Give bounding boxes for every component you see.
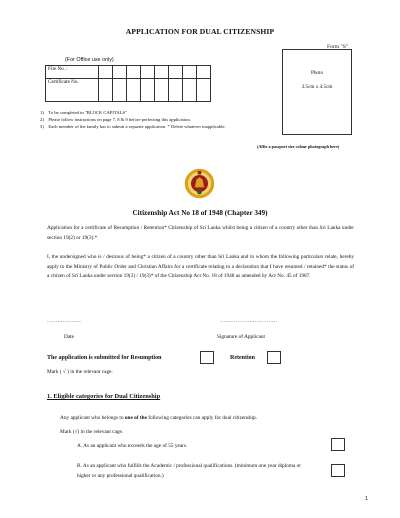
file-no-cell[interactable] <box>169 66 183 79</box>
date-line: ……………….. <box>47 318 81 324</box>
list-item: 2) Please follow instructions on page 7, 8 & 9 before perfecting this application. <box>40 117 191 122</box>
resumption-label: The application is submitted for Resumption <box>47 355 162 361</box>
photo-size: 3.5cm x 4.5cm <box>301 84 333 90</box>
list-item: 1) To be completed in "BLOCK CAPITALS" <box>40 110 127 115</box>
option-b-label: B. As an applicant who fulfills the Academic / professional qualifications. (minimum one year diploma or higher or any professional qualification.) <box>77 463 302 479</box>
certificate-no-cell[interactable] <box>183 79 197 102</box>
file-no-cell[interactable] <box>197 66 211 79</box>
any-applicant-before: Any applicant who belongs to <box>60 415 125 421</box>
file-no-cell[interactable] <box>183 66 197 79</box>
certificate-no-cell[interactable] <box>127 79 141 102</box>
certificate-no-cell[interactable] <box>141 79 155 102</box>
option-b-checkbox[interactable] <box>331 464 345 477</box>
certificate-no-cell[interactable] <box>155 79 169 102</box>
table-row <box>46 66 211 79</box>
act-heading: Citizenship Act No 18 of 1948 (Chapter 349) <box>132 209 268 217</box>
file-no-cell[interactable] <box>113 66 127 79</box>
paragraph-declaration: I, the undersigned who is / desirous of being* a citizen of a country other than Sri Lanka and to whom the following particulars relate, hereby apply to the Ministry of Public Order and Christian Affairs for a certificate relating to a declaration that I have resumed / retained* the status of a citizen of Sri Lanka under section 19(2) / 19(3)* of the Citizenship Act No. 18 of 1948 as amended by Act No. 45 of 1987. <box>47 254 354 280</box>
mark-instruction: Mark ( √ ) in the relevant cage. <box>47 369 113 375</box>
retention-label: Retention <box>230 355 255 361</box>
file-no-cell[interactable] <box>155 66 169 79</box>
paragraph-application: Application for a certificate of Resumption / Retention* Citizenship of Sri Lanka whilst being a citizen of a country other than Sri Lanka under section 19(2) or 19(3).* <box>47 225 354 241</box>
date-label: Date <box>64 334 74 340</box>
option-a-checkbox[interactable] <box>331 438 345 451</box>
certificate-no-cell[interactable] <box>99 79 113 102</box>
signature-label: Signature of Applicant <box>217 334 265 340</box>
file-no-cell[interactable] <box>141 66 155 79</box>
list-item: 3) Each member of the family has to submit a separate application. * Delete whatever inapplicable. <box>40 124 226 129</box>
any-applicant-after: following categories can apply for dual citizenship. <box>146 415 257 421</box>
photo-label: Photo <box>310 70 324 76</box>
file-no-cell[interactable] <box>127 66 141 79</box>
office-use-heading: (For Office use only) <box>65 57 114 63</box>
file-no-cell[interactable] <box>99 66 113 79</box>
table-row <box>46 79 211 102</box>
signature-line: …………………………… <box>220 318 278 324</box>
certificate-no-cell[interactable] <box>169 79 183 102</box>
page-title: APPLICATION FOR DUAL CITIZENSHIP <box>125 27 275 36</box>
retention-checkbox[interactable] <box>267 351 281 364</box>
instructions-list <box>40 110 240 131</box>
page-number: 1 <box>365 496 368 502</box>
option-a-label: A. As an applicant who exceeds the age of 55 years. <box>77 443 188 449</box>
certificate-no-cell[interactable] <box>197 79 211 102</box>
photo-box[interactable] <box>282 49 352 135</box>
any-applicant-bold: one of the <box>124 415 147 421</box>
certificate-no-label: Certificate No. <box>46 79 99 102</box>
photo-note: (Affix a passport size colour photograph here) <box>257 144 340 149</box>
office-use-table <box>45 65 211 102</box>
file-no-label: File No. : <box>46 66 99 79</box>
form-label: Form "S" <box>327 44 349 50</box>
eligible-categories-heading: 1. Eligible categories for Dual Citizenship <box>47 393 161 400</box>
any-applicant-text <box>60 415 257 421</box>
sri-lanka-emblem-icon <box>184 168 215 199</box>
mark-instruction: Mark (√) in the relevant cage. <box>60 429 124 435</box>
resumption-checkbox[interactable] <box>200 351 214 364</box>
certificate-no-cell[interactable] <box>113 79 127 102</box>
